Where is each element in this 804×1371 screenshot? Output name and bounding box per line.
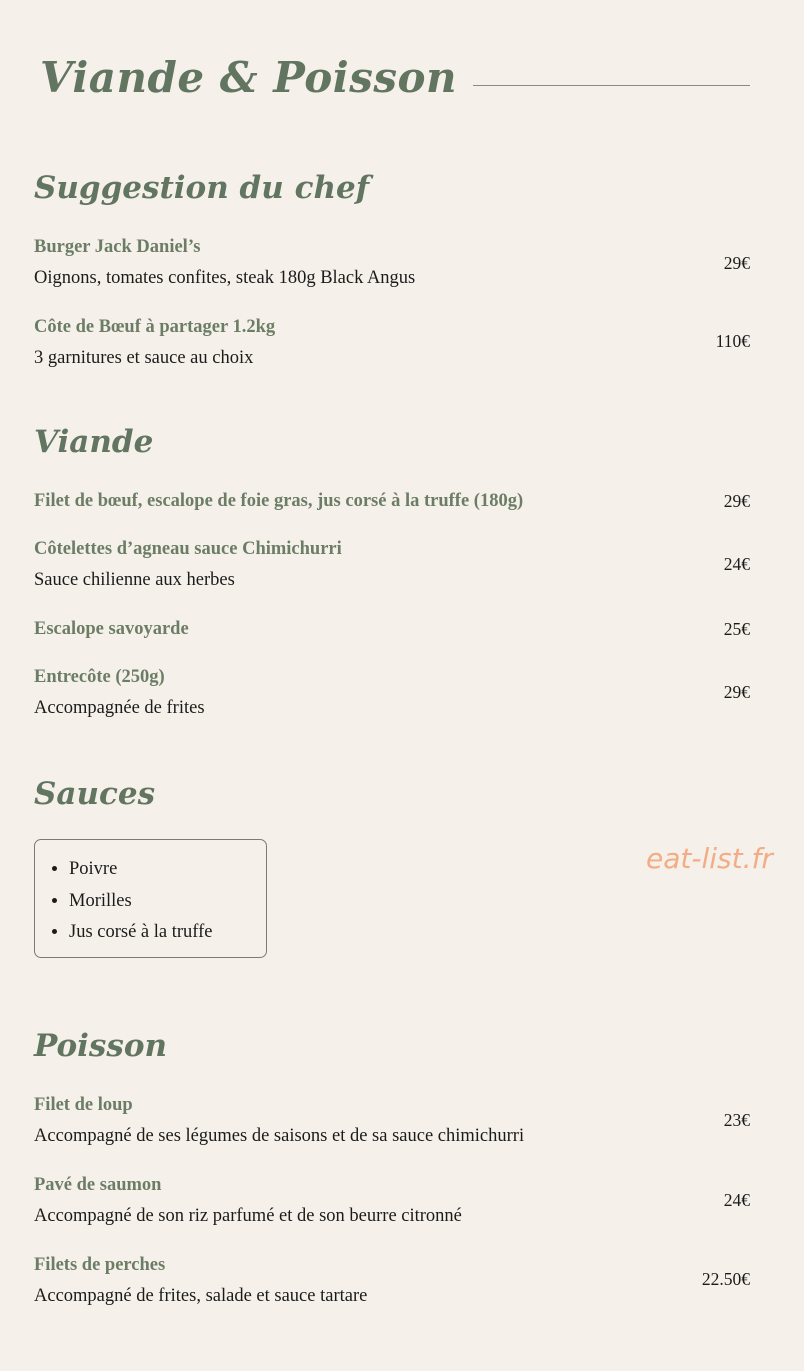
sauce-list xyxy=(69,854,254,949)
item-name: Escalope savoyarde xyxy=(34,619,189,639)
item-name: Burger Jack Daniel’s xyxy=(34,237,201,257)
menu-item-filet-de-loup xyxy=(34,1094,750,1147)
item-description: Accompagné de frites, salade et sauce tartare xyxy=(34,1286,368,1306)
section-heading-sauces: Sauces xyxy=(34,776,156,812)
menu-item-cote-de-boeuf xyxy=(34,316,750,369)
item-name: Côtelettes d’agneau sauce Chimichurri xyxy=(34,539,342,559)
item-description: Accompagnée de frites xyxy=(34,698,205,718)
item-name: Filets de perches xyxy=(34,1255,166,1275)
item-price: 24€ xyxy=(723,554,750,574)
menu-item-entrecote xyxy=(34,666,750,719)
page-title: Viande & Poisson xyxy=(40,52,458,102)
item-name: Filet de bœuf, escalope de foie gras, jus corsé à la truffe (180g) xyxy=(34,491,524,511)
section-heading-suggestion: Suggestion du chef xyxy=(34,170,370,206)
menu-item-burger xyxy=(34,236,750,289)
item-price: 23€ xyxy=(723,1110,750,1130)
menu-item-escalope-savoyarde xyxy=(34,618,750,640)
list-item: • Morilles xyxy=(69,886,254,918)
list-item: • Poivre xyxy=(69,854,254,886)
sauce-list-box xyxy=(34,839,267,958)
item-price: 25€ xyxy=(723,619,750,639)
item-price: 29€ xyxy=(723,253,750,273)
item-description: Sauce chilienne aux herbes xyxy=(34,570,235,590)
item-price: 29€ xyxy=(723,682,750,702)
list-item: • Jus corsé à la truffe xyxy=(69,917,254,949)
item-name: Filet de loup xyxy=(34,1095,133,1115)
item-name: Côte de Bœuf à partager 1.2kg xyxy=(34,317,276,337)
item-description: 3 garnitures et sauce au choix xyxy=(34,348,254,368)
page-header xyxy=(40,42,750,112)
item-price: 110€ xyxy=(715,331,750,351)
item-description: Oignons, tomates confites, steak 180g Black Angus xyxy=(34,268,416,288)
title-divider xyxy=(473,85,750,86)
item-price: 22.50€ xyxy=(701,1269,750,1289)
section-heading-viande: Viande xyxy=(34,424,154,460)
menu-item-filets-de-perches xyxy=(34,1254,750,1307)
menu-item-cotelettes-agneau xyxy=(34,538,750,591)
item-name: Entrecôte (250g) xyxy=(34,667,165,687)
section-heading-poisson: Poisson xyxy=(34,1028,168,1064)
watermark: eat-list.fr xyxy=(646,842,773,875)
item-price: 29€ xyxy=(723,491,750,511)
menu-item-pave-de-saumon xyxy=(34,1174,750,1227)
item-description: Accompagné de son riz parfumé et de son beurre citronné xyxy=(34,1206,462,1226)
item-description: Accompagné de ses légumes de saisons et de sa sauce chimichurri xyxy=(34,1126,525,1146)
item-name: Pavé de saumon xyxy=(34,1175,162,1195)
menu-item-filet-de-boeuf xyxy=(34,490,750,512)
item-price: 24€ xyxy=(723,1190,750,1210)
